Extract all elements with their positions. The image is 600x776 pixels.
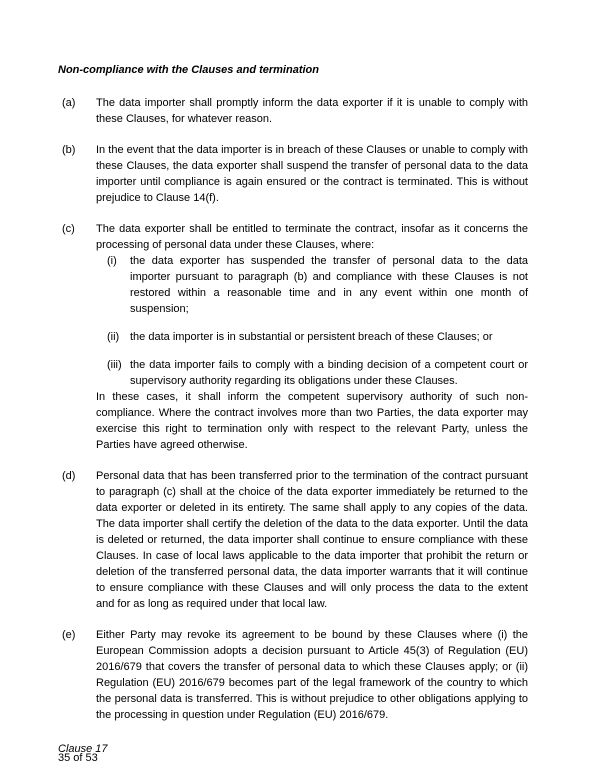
subclause-c-iii-text: the data importer fails to comply with a binding decision of a competent court or supervisory authority regarding its obligations under these Clauses. xyxy=(130,359,528,387)
subclause-c-ii xyxy=(96,329,528,345)
clause-c-intro: The data exporter shall be entitled to terminate the contract, insofar as it concerns the processing of personal data under these Clauses, where: xyxy=(96,223,528,251)
clause-d-text: Personal data that has been transferred prior to the termination of the contract pursuant to paragraph (c) shall at the choice of the data exporter immediately be returned to the data exporter or deleted in its entirety. The same shall apply to any copies of the data. The data importer shall certify the deletion of the data to the data exporter. Until the data is deleted or returned, the data importer shall continue to ensure compliance with these Clauses. In case of local laws applicable to the data importer that prohibit the return or deletion of the transferred personal data, the data importer warrants that it will continue to ensure compliance with these Clauses and will only process the data to the extent and for as long as required under that local law. xyxy=(96,470,528,610)
next-clause-heading: Clause 17 xyxy=(58,743,108,755)
clause-a-label: (a) xyxy=(62,97,76,109)
clause-c xyxy=(58,221,528,453)
clause-d-label: (d) xyxy=(62,470,76,482)
subclause-c-iii-label: (iii) xyxy=(107,359,122,371)
subclause-c-i-label: (i) xyxy=(107,255,117,267)
page-number: 35 of 53 xyxy=(58,752,98,764)
subclause-c-i xyxy=(96,253,528,317)
clause-b-label: (b) xyxy=(62,144,76,156)
clause-e xyxy=(58,627,528,723)
subclause-c-ii-label: (ii) xyxy=(107,331,120,343)
clause-a xyxy=(58,95,528,127)
subclause-c-i-text: the data exporter has suspended the transfer of personal data to the data importer pursuant to paragraph (b) and compliance with these Clauses is not restored within a reasonable time and in any event within one month of suspension; xyxy=(130,255,528,315)
clause-c-body xyxy=(96,221,528,453)
clause-c-continuation: In these cases, it shall inform the competent supervisory authority of such non-compliance. Where the contract involves more than two Parties, the data exporter may exercise this right to termination only with respect to the relevant Party, unless the Parties have agreed otherwise. xyxy=(96,391,528,451)
clause-a-text: The data importer shall promptly inform the data exporter if it is unable to comply with these Clauses, for whatever reason. xyxy=(96,97,528,125)
clause-e-label: (e) xyxy=(62,629,76,641)
clause-e-text: Either Party may revoke its agreement to be bound by these Clauses where (i) the European Commission adopts a decision pursuant to Article 45(3) of Regulation (EU) 2016/679 that covers the transfer of personal data to which these Clauses apply; or (ii) Regulation (EU) 2016/679 becomes part of the legal framework of the country to which the personal data is transferred. This is without prejudice to other obligations applying to the processing in question under Regulation (EU) 2016/679. xyxy=(96,629,528,721)
section-heading: Non-compliance with the Clauses and termination xyxy=(58,64,319,76)
clause-b-text: In the event that the data importer is in breach of these Clauses or unable to comply with these Clauses, the data exporter shall suspend the transfer of personal data to the data importer until compliance is again ensured or the contract is terminated. This is without prejudice to Clause 14(f). xyxy=(96,144,528,204)
clause-b xyxy=(58,142,528,206)
subclause-c-iii xyxy=(96,357,528,389)
clause-d xyxy=(58,468,528,612)
subclause-c-ii-text: the data importer is in substantial or persistent breach of these Clauses; or xyxy=(130,331,493,343)
clause-c-label: (c) xyxy=(62,223,75,235)
